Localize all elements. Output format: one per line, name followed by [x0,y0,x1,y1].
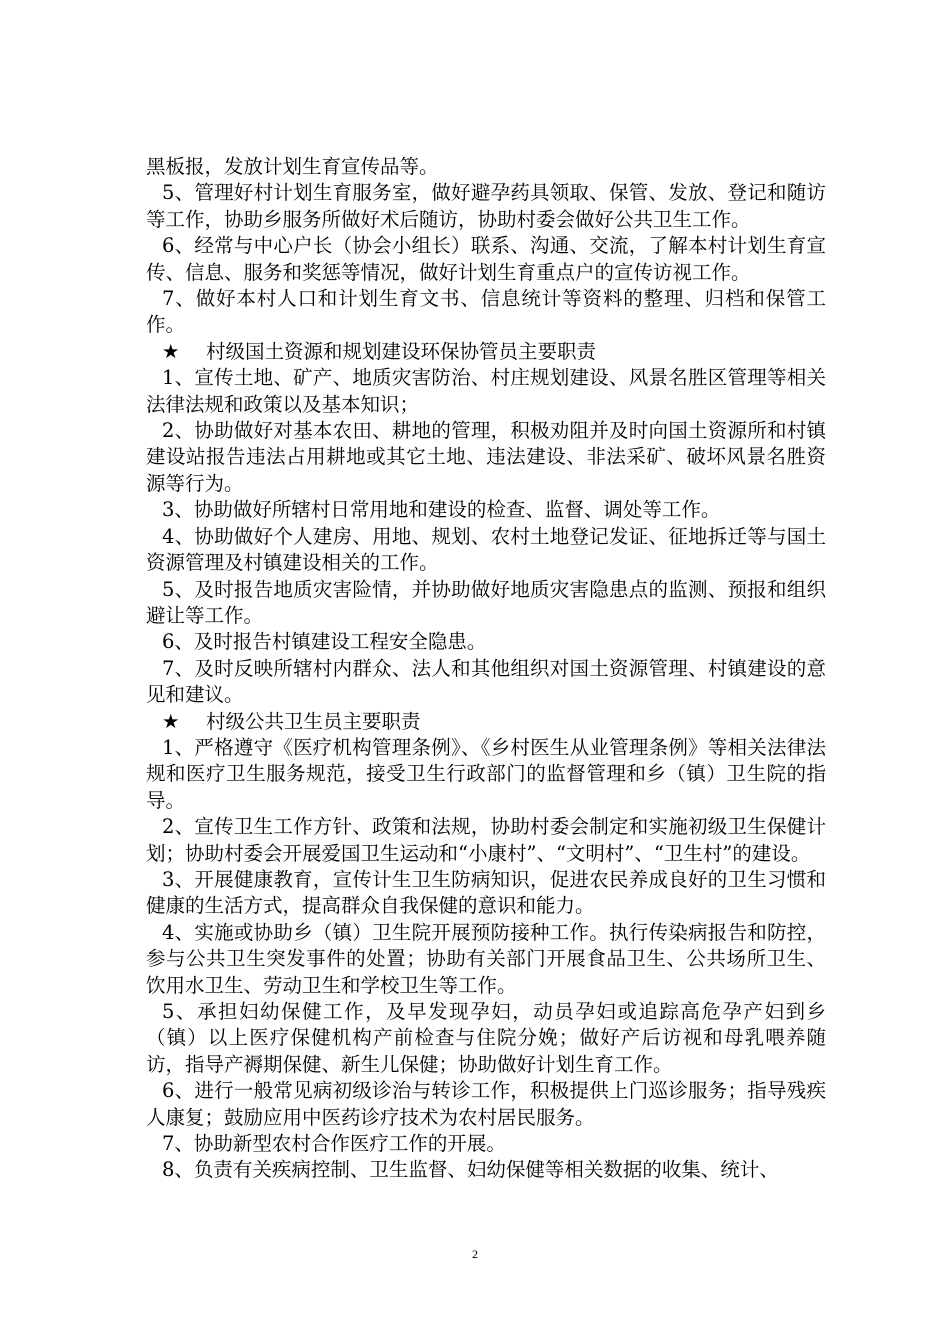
paragraph: 2、宣传卫生工作方针、政策和法规，协助村委会制定和实施初级卫生保健计划；协助村委会开展爱国卫生运动和“小康村”、“文明村”、“卫生村”的建设。 [146,815,826,865]
paragraph: 6、经常与中心户长（协会小组长）联系、沟通、交流，了解本村计划生育宣传、信息、服务和奖惩等情况，做好计划生育重点户的宣传访视工作。 [146,234,826,284]
paragraph: 1、严格遵守《医疗机构管理条例》、《乡村医生从业管理条例》等相关法律法规和医疗卫生服务规范，接受卫生行政部门的监督管理和乡（镇）卫生院的指导。 [146,735,826,812]
paragraph: 3、开展健康教育，宣传计生卫生防病知识，促进农民养成良好的卫生习惯和健康的生活方式，提高群众自我保健的意识和能力。 [146,867,826,918]
paragraph: 5、及时报告地质灾害险情，并协助做好地质灾害隐患点的监测、预报和组织避让等工作。 [146,577,826,627]
paragraph: 3、协助做好所辖村日常用地和建设的检查、监督、调处等工作。 [162,498,721,522]
paragraph: 6、进行一般常见病初级诊治与转诊工作，积极提供上门巡诊服务；指导残疾人康复；鼓励应用中医药诊疗技术为农村居民服务。 [146,1079,826,1129]
paragraph: 5、管理好村计划生育服务室，做好避孕药具领取、保管、发放、登记和随访等工作，协助乡服务所做好术后随访，协助村委会做好公共卫生工作。 [146,181,826,231]
paragraph: 7、协助新型农村合作医疗工作的开展。 [162,1132,506,1156]
star-icon: ★ [162,339,180,363]
paragraph: 2、协助做好对基本农田、耕地的管理，积极劝阻并及时向国土资源所和村镇建设站报告违法占用耕地或其它土地、违法建设、非法采矿、破坏风景名胜资源等行为。 [146,419,826,495]
section-heading [146,709,826,735]
paragraph: 4、实施或协助乡（镇）卫生院开展预防接种工作。执行传染病报告和防控，参与公共卫生突发事件的处置；协助有关部门开展食品卫生、公共场所卫生、饮用水卫生、劳动卫生和学校卫生等工作。 [146,920,826,997]
paragraph: 6、及时报告村镇建设工程安全隐患。 [162,630,487,654]
paragraph: 7、做好本村人口和计划生育文书、信息统计等资料的整理、归档和保管工作。 [146,287,826,337]
paragraph: 8、负责有关疾病控制、卫生监督、妇幼保健等相关数据的收集、统计、 [162,1158,779,1182]
section-heading-text: 村级公共卫生员主要职责 [206,709,421,733]
section-heading-text: 村级国土资源和规划建设环保协管员主要职责 [206,339,597,363]
paragraph: 黑板报，发放计划生育宣传品等。 [146,155,439,178]
document-body [146,154,826,1184]
paragraph: 4、协助做好个人建房、用地、规划、农村土地登记发证、征地拆迁等与国土资源管理及村镇建设相关的工作。 [146,524,826,575]
star-icon: ★ [162,709,180,733]
paragraph: 7、及时反映所辖村内群众、法人和其他组织对国土资源管理、村镇建设的意见和建议。 [146,656,826,707]
paragraph: 1、宣传土地、矿产、地质灾害防治、村庄规划建设、风景名胜区管理等相关法律法规和政策以及基本知识； [146,366,826,416]
section-heading [146,339,826,365]
page-number: 2 [472,1247,478,1261]
paragraph: 5、承担妇幼保健工作，及早发现孕妇，动员孕妇或追踪高危孕产妇到乡（镇）以上医疗保健机构产前检查与住院分娩；做好产后访视和母乳喂养随访，指导产褥期保健、新生儿保健；协助做好计划生育工作。 [146,1000,826,1076]
